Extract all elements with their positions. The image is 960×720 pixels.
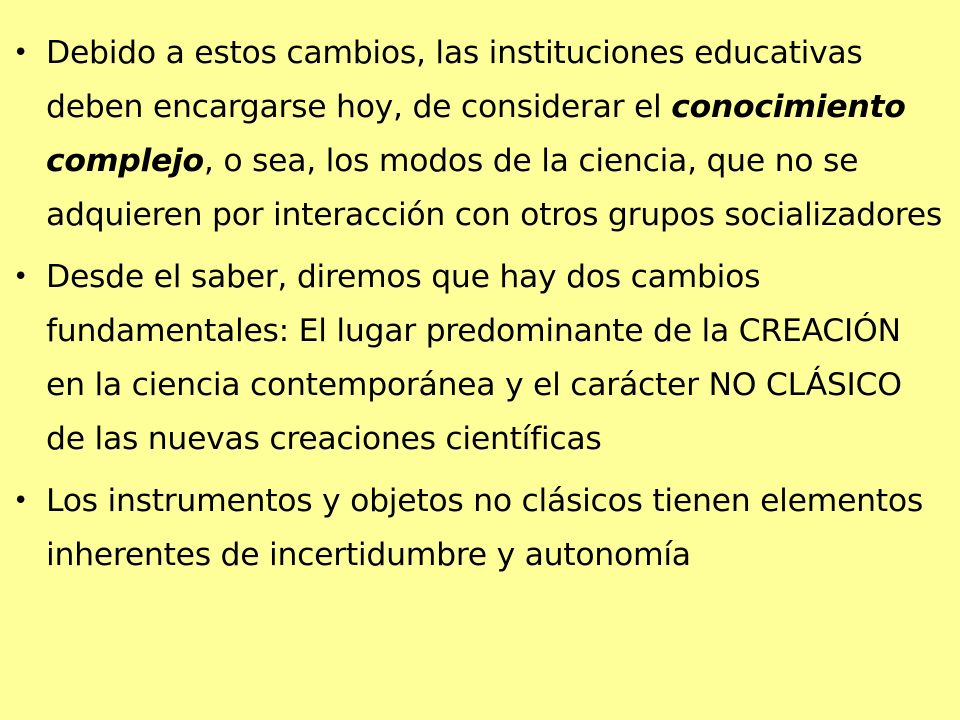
bullet-dot-icon: • [13,38,29,68]
bullet-list [0,26,960,590]
bullet-item-3 [0,474,960,582]
bullet-3-text: Los instrumentos y objetos no clásicos tienen elementos inherentes de incertidumbre y autonomía [46,483,923,573]
bullet-dot-icon: • [13,486,29,516]
bullet-1-text-end: , o sea, los modos de la ciencia, que no se adquieren por interacción con otros grupos socializadores [46,143,942,233]
bullet-item-2 [0,250,960,466]
bullet-1-emphasis: conocimiento complejo [46,89,906,179]
bullet-dot-icon: • [13,262,29,292]
bullet-1-text-start: Debido a estos cambios, las instituciones educativas deben encargarse hoy, de considerar el [46,35,863,125]
bullet-2-text: Desde el saber, diremos que hay dos cambios fundamentales: El lugar predominante de la CREACIÓN en la ciencia contemporánea y el carácter NO CLÁSICO de las nuevas creaciones científicas [46,259,902,457]
bullet-item-1 [0,26,960,242]
